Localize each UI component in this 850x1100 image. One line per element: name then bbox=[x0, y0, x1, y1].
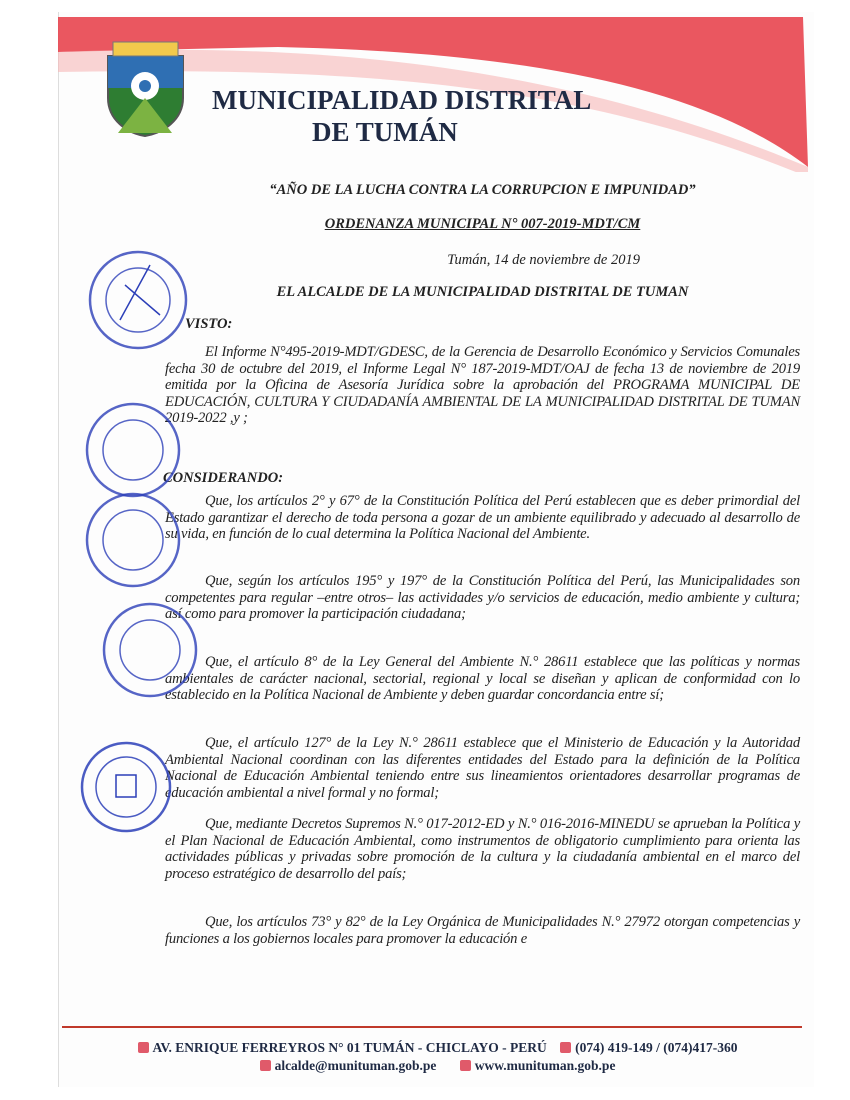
visto-heading: VISTO: bbox=[185, 316, 233, 332]
stamp-alcaldia bbox=[80, 245, 200, 355]
org-line-2: DE TUMÁN bbox=[312, 117, 458, 147]
footer-email: alcalde@munituman.gob.pe bbox=[274, 1058, 437, 1073]
organization-name bbox=[212, 84, 591, 148]
paragraph: Que, el artículo 8° de la Ley General del Ambiente N.° 28611 establece que las políticas y normas ambientales de carácter nacional, sectorial, regional y local se diseñan y aplican de conformidad con lo establecido en la Política Nacional de Ambiente y deben guardar concordancia entre sí; bbox=[165, 654, 800, 704]
footer-web: www.munituman.gob.pe bbox=[474, 1058, 616, 1073]
authority-heading: EL ALCALDE DE LA MUNICIPALIDAD DISTRITAL DE TUMAN bbox=[276, 284, 689, 300]
stamp-asesoria bbox=[78, 485, 188, 595]
email-icon bbox=[260, 1060, 271, 1071]
footer-divider bbox=[62, 1026, 802, 1028]
document-title: ORDENANZA MUNICIPAL N° 007-2019-MDT/CM bbox=[324, 216, 641, 232]
footer-address-line bbox=[60, 1040, 805, 1056]
footer-phone: (074) 419-149 / (074)417-360 bbox=[575, 1040, 738, 1055]
stamp-gerencia bbox=[95, 600, 205, 710]
stamp-desarrollo bbox=[78, 735, 178, 845]
footer-contact-line bbox=[60, 1058, 805, 1074]
paragraph: Que, según los artículos 195° y 197° de la Constitución Política del Perú, las Municipalidades son competentes para regular –entre otros– las actividades y/o servicios de educación, medio ambiente y cultura; así como para promover la participación ciudadana; bbox=[165, 573, 800, 623]
document-date: Tumán, 14 de noviembre de 2019 bbox=[447, 252, 640, 268]
phone-icon bbox=[560, 1042, 571, 1053]
paragraph: Que, el artículo 127° de la Ley N.° 28611 establece que el Ministerio de Educación y la Autoridad Ambiental Nacional coordinan con las diferentes entidades del Estado para la definición de la Política Nacional de Educación Ambiental teniendo entre sus lineamientos orientadores desarrollar programas de educación ambiental a nivel formal y no formal; bbox=[165, 735, 800, 801]
considerando-heading: CONSIDERANDO: bbox=[163, 470, 284, 486]
paragraph: Que, los artículos 73° y 82° de la Ley Orgánica de Municipalidades N.° 27972 otorgan competencias y funciones a los gobiernos locales para promover la educación e bbox=[165, 914, 800, 947]
org-line-1: MUNICIPALIDAD DISTRITAL bbox=[212, 85, 592, 115]
web-icon bbox=[460, 1060, 471, 1071]
paragraph: Que, los artículos 2° y 67° de la Constitución Política del Perú establecen que es deber primordial del Estado garantizar el derecho de toda persona a gozar de un ambiente equilibrado y adecuado al desarrollo de su vida, en función de lo cual determina la Política Nacional del Ambiente. bbox=[165, 493, 800, 543]
footer-address: AV. ENRIQUE FERREYROS N° 01 TUMÁN - CHICLAYO - PERÚ bbox=[152, 1040, 547, 1055]
year-motto: “AÑO DE LA LUCHA CONTRA LA CORRUPCION E IMPUNIDAD” bbox=[269, 182, 696, 198]
visto-paragraph: El Informe N°495-2019-MDT/GDESC, de la Gerencia de Desarrollo Económico y Servicios Comunales fecha 30 de octubre del 2019, el Informe Legal N° 187-2019-MDT/OAJ de fecha 13 de noviembre de 2019 emitida por la Oficina de Asesoría Jurídica sobre la aprobación del PROGRAMA MUNICIPAL DE EDUCACIÓN, CULTURA Y CIUDADANÍA AMBIENTAL DE LA MUNICIPALIDAD DISTRITAL DE TUMAN 2019-2022 ,y ; bbox=[165, 344, 800, 427]
location-icon bbox=[138, 1042, 149, 1053]
paragraph: Que, mediante Decretos Supremos N.° 017-2012-ED y N.° 016-2016-MINEDU se aprueban la Política y el Plan Nacional de Educación Ambiental, como instrumentos de obligatorio cumplimiento para orienta las actividades públicas y privadas sobre promoción de la cultura y la ciudadanía ambiental en el marco del proceso estratégico de desarrollo del país; bbox=[165, 816, 800, 882]
municipal-crest-icon bbox=[98, 38, 193, 138]
